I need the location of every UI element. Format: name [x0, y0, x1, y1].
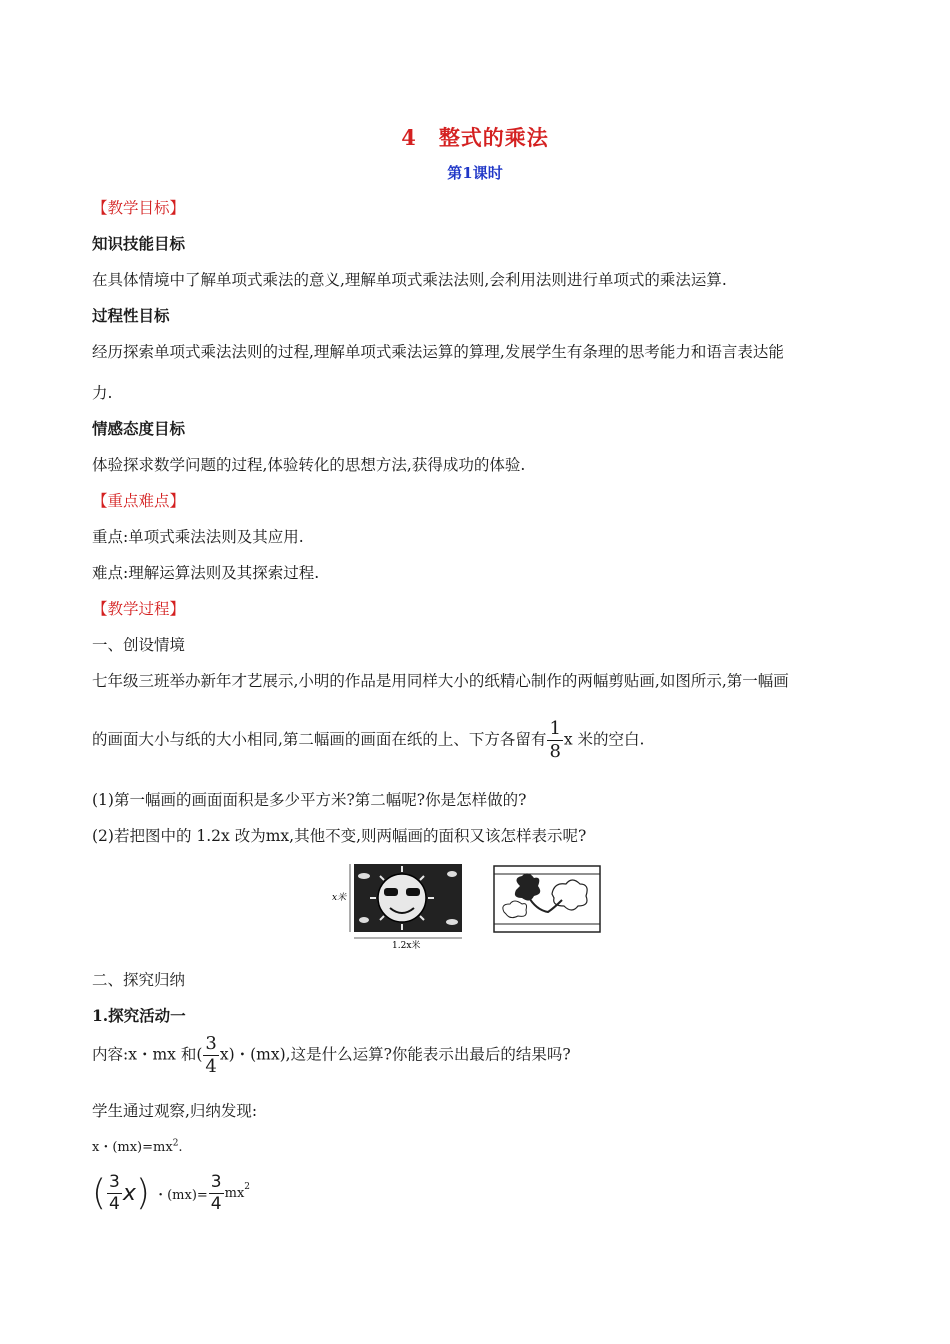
equation-2-fraction [107, 1174, 122, 1213]
heading-emotion: 情感态度目标 [92, 419, 186, 438]
paragraph-process-line2: 力. [92, 384, 113, 402]
situation-line2-before: 的画面大小与纸的大小相同,第二幅画的画面在纸的上、下方各留有 [92, 730, 547, 749]
equation-1-exponent: 2 [172, 1138, 179, 1149]
fraction-denominator: 4 [109, 1194, 120, 1214]
equation-2-result-fraction [209, 1174, 224, 1213]
situation-line1: 七年级三班举办新年才艺展示,小明的作品是用同样大小的纸精心制作的两幅剪贴画,如图所示,第一幅画 [92, 672, 789, 690]
activity-content [92, 1035, 571, 1076]
title-text: 整式的乘法 [438, 125, 549, 150]
fraction-numerator: 3 [205, 1033, 217, 1054]
equation-1-end: . [178, 1140, 183, 1155]
fraction-denominator: 8 [549, 741, 561, 762]
section-key-points: 【重点难点】 [92, 492, 186, 510]
key-point: 重点:单项式乘法法则及其应用. [92, 528, 304, 546]
content-before: 内容:x・mx 和( [92, 1045, 203, 1064]
equation-2-middle: ・(mx)= [154, 1188, 208, 1203]
heading-process-goal: 过程性目标 [92, 306, 170, 325]
fraction-one-eighth [547, 720, 562, 761]
question-2: (2)若把图中的 1.2x 改为mx,其他不变,则两幅画的面积又该怎样表示呢? [92, 827, 587, 845]
left-paren: ( [92, 1172, 107, 1214]
situation-line2 [92, 720, 645, 761]
fraction-three-quarters [203, 1035, 218, 1076]
equation-2 [92, 1174, 250, 1213]
equation-1-text: x・(mx)=mx [92, 1140, 173, 1155]
width-label: 1.2x米 [392, 941, 421, 950]
fraction-numerator: 3 [109, 1172, 120, 1192]
page-subtitle: 第1课时 [447, 164, 503, 182]
figure-sun-picture [330, 858, 470, 950]
heading-create-situation: 一、创设情境 [92, 636, 186, 654]
observation: 学生通过观察,归纳发现: [92, 1102, 258, 1120]
height-label: x米 [332, 893, 347, 903]
paragraph-emotion: 体验探求数学问题的过程,体验转化的思想方法,获得成功的体验. [92, 456, 526, 474]
title-number: 4 [401, 125, 417, 150]
paragraph-knowledge: 在具体情境中了解单项式乘法的意义,理解单项式乘法法则,会利用法则进行单项式的乘法运算. [92, 271, 727, 289]
paragraph-process-line1: 经历探索单项式乘法法则的过程,理解单项式乘法运算的算理,发展学生有条理的思考能力和语言表达能 [92, 343, 784, 361]
heading-activity-1: 1.探究活动一 [92, 1006, 186, 1025]
fraction-denominator: 4 [205, 1056, 217, 1077]
fraction-numerator: 3 [210, 1172, 222, 1192]
heading-knowledge: 知识技能目标 [92, 234, 186, 253]
situation-line2-after: x 米的空白. [563, 730, 645, 749]
sun-face [378, 874, 426, 922]
equation-2-exponent: 2 [244, 1182, 251, 1192]
equation-2-result-variable: mx [224, 1186, 245, 1201]
fraction-numerator: 1 [549, 718, 561, 739]
heading-explore: 二、探究归纳 [92, 971, 186, 989]
figure-leaf-picture [492, 864, 602, 934]
content-after: x)・(mx),这是什么运算?你能表示出最后的结果吗? [219, 1045, 571, 1064]
question-1: (1)第一幅画的画面面积是多少平方米?第二幅呢?你是怎样做的? [92, 791, 527, 809]
equation-2-variable: x [122, 1181, 136, 1206]
sunglasses-right [406, 888, 420, 896]
page-title [0, 122, 950, 152]
section-teaching-process: 【教学过程】 [92, 600, 186, 618]
section-teaching-goals: 【教学目标】 [92, 199, 186, 217]
right-paren: ) [135, 1172, 150, 1214]
sunglasses-left [384, 888, 398, 896]
difficult-point: 难点:理解运算法则及其探索过程. [92, 564, 320, 582]
fraction-denominator: 4 [210, 1194, 222, 1214]
equation-1 [92, 1136, 183, 1155]
